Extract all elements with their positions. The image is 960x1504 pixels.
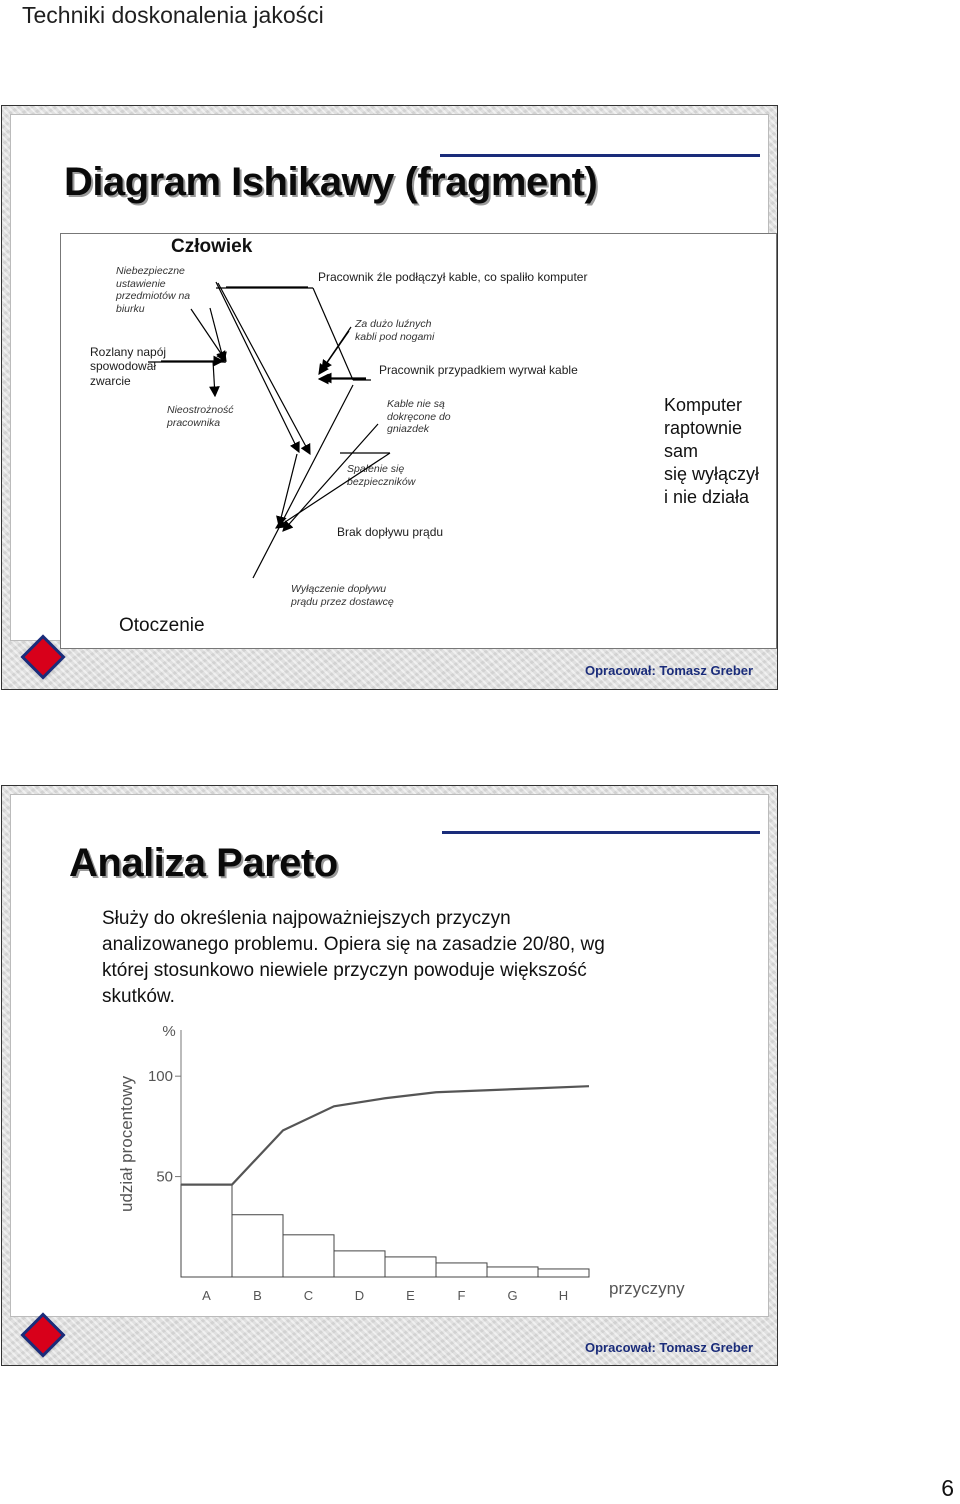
pareto-description (102, 906, 702, 1010)
y-tick-label: 50 (156, 1168, 173, 1186)
y-unit-label: % (162, 1023, 176, 1040)
cause-brak: Brak dopływu prądu (337, 525, 444, 539)
page-number: 6 (941, 1475, 954, 1501)
category-czlowiek: Człowiek (171, 236, 253, 257)
paragraph-line: Służy do określenia najpoważniejszych przyczyn (102, 908, 511, 929)
effect-line: Komputer (664, 395, 743, 415)
cause-zaduzo (355, 318, 434, 343)
logo-diamond-icon (25, 1317, 62, 1354)
x-tick-label: G (507, 1288, 518, 1303)
cause-niebezpieczne (116, 265, 190, 315)
x-tick-label: F (457, 1288, 466, 1303)
cause-line: ustawienie (116, 277, 166, 290)
slide-title: Analiza Pareto (69, 841, 338, 885)
bone-pracownik (313, 288, 353, 380)
paragraph-line: skutków. (102, 986, 175, 1007)
cause-nieostroznosc (167, 404, 234, 429)
x-tick-label: B (253, 1288, 262, 1303)
effect-box (664, 394, 759, 509)
category-otoczenie: Otoczenie (119, 615, 205, 636)
y-axis-title: udział procentowy (117, 1075, 136, 1212)
logo-diamond-icon (25, 639, 62, 676)
cause-line: biurku (116, 302, 145, 315)
sub-bone-zaduzo (319, 327, 351, 374)
slide-footer: Opracował: Tomasz Greber (585, 1340, 754, 1355)
cause-line: spowodował (90, 359, 157, 374)
cause-line: przedmiotów na (116, 290, 191, 303)
sub-bone-niebezpieczne (191, 309, 226, 361)
page-header: Techniki doskonalenia jakości (22, 2, 324, 28)
x-tick-label: D (354, 1288, 365, 1303)
cause-kable (387, 398, 451, 436)
cause-line: pracownika (167, 416, 221, 429)
y-tick-label: 100 (147, 1068, 173, 1086)
cause-rozlany (90, 345, 166, 388)
x-tick-label: E (406, 1288, 415, 1303)
effect-line: raptownie (664, 418, 743, 438)
effect-line: się wyłączył (664, 464, 760, 484)
sub-bone-nieostroznosc (213, 361, 215, 396)
effect-line: sam (664, 441, 699, 461)
title-rule (440, 154, 760, 157)
cause-line: kabli pod nogami (355, 330, 435, 343)
cause-line: Niebezpieczne (116, 265, 185, 277)
cause-line: prądu przez dostawcę (291, 595, 394, 608)
cause-line: Rozlany napój (90, 345, 167, 359)
cause-line: dokręcone do (387, 410, 451, 423)
cause-line: bezpieczników (347, 475, 416, 488)
cause-line: Nieostrożność (167, 404, 234, 416)
effect-line: i nie działa (664, 487, 750, 507)
cause-spalenie (347, 463, 415, 488)
x-tick-label: A (202, 1288, 211, 1303)
cause-wyrwal: Pracownik przypadkiem wyrwał kable (379, 363, 578, 377)
x-tick-label: H (558, 1288, 569, 1303)
cause-line: Spalenie się (347, 463, 405, 475)
cause-line: Wyłączenie dopływu (291, 583, 387, 595)
slide-title: Diagram Ishikawy (fragment) (64, 160, 598, 204)
cause-wylaczenie (291, 583, 394, 608)
cause-line: Kable nie są (387, 398, 445, 410)
cause-line: gniazdek (387, 423, 430, 436)
ishikawa-diagram (60, 233, 777, 649)
x-tick-label: C (303, 1288, 314, 1303)
slide-footer: Opracował: Tomasz Greber (585, 663, 754, 678)
paragraph-line: której stosunkowo niewiele przyczyn powoduje większość (102, 960, 587, 981)
cause-line: Za dużo luźnych (355, 318, 432, 330)
cause-zle: Pracownik źle podłączył kable, co spaliło komputer (318, 270, 588, 284)
x-axis-title: przyczyny (609, 1279, 685, 1298)
paragraph-line: analizowanego problemu. Opiera się na zasadzie 20/80, wg (102, 934, 605, 955)
slide-pareto (1, 785, 778, 1366)
title-rule (442, 831, 760, 834)
cause-line: zwarcie (90, 373, 131, 388)
